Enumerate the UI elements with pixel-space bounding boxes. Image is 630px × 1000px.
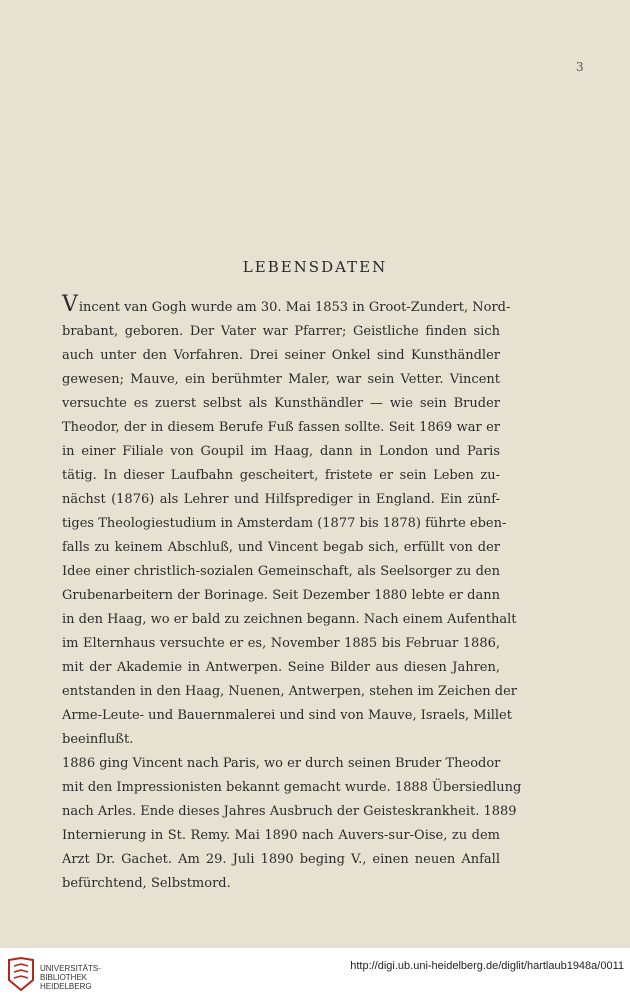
drop-cap: V (62, 292, 78, 317)
text-line: Arme-Leute- und Bauernmalerei und sind von Mauve, Israels, Millet (62, 708, 512, 723)
page-title: LEBENSDATEN (242, 258, 388, 276)
text-line: befürchtend, Selbstmord. (62, 876, 231, 891)
text-line: versuchte es zuerst selbst als Kunsthändler — wie sein Bruder (62, 396, 500, 411)
text-line: nach Arles. Ende dieses Jahres Ausbruch der Geisteskrankheit. 1889 (62, 804, 517, 819)
footer-bar (0, 948, 630, 1000)
text-line: nächst (1876) als Lehrer und Hilfsprediger in England. Ein zünf- (62, 492, 500, 507)
text-line: beeinflußt. (62, 732, 134, 747)
text-line: mit der Akademie in Antwerpen. Seine Bilder aus diesen Jahren, (62, 660, 500, 675)
source-url-link[interactable]: http://digi.ub.uni-heidelberg.de/diglit/hartlaub1948a/0011 (350, 960, 624, 972)
text-line: im Elternhaus versuchte er es, November 1885 bis Februar 1886, (62, 636, 500, 651)
text-line: Internierung in St. Remy. Mai 1890 nach Auvers-sur-Oise, zu dem (62, 828, 500, 843)
body-text (62, 292, 522, 896)
paragraph-2 (62, 752, 522, 896)
text-line: entstanden in den Haag, Nuenen, Antwerpen, stehen im Zeichen der (62, 684, 517, 699)
library-name-line: HEIDELBERG (40, 982, 92, 991)
page-number: 3 (576, 60, 584, 74)
text-line: brabant, geboren. Der Vater war Pfarrer; Geistliche finden sich (62, 324, 500, 339)
text-line: tiges Theologiestudium in Amsterdam (1877 bis 1878) führte eben- (62, 516, 507, 531)
text-line: falls zu keinem Abschluß, und Vincent begab sich, erfüllt von der (62, 540, 500, 555)
library-name-line: BIBLIOTHEK (40, 973, 88, 982)
text-line: in einer Filiale von Goupil im Haag, dann in London und Paris (62, 444, 500, 459)
text-line: in den Haag, wo er bald zu zeichnen begann. Nach einem Aufenthalt (62, 612, 517, 627)
paragraph-1 (62, 292, 517, 752)
text-line: Idee einer christlich-sozialen Gemeinschaft, als Seelsorger zu den (62, 564, 500, 579)
text-line: Theodor, der in diesem Berufe Fuß fassen sollte. Seit 1869 war er (62, 420, 500, 435)
text-line: gewesen; Mauve, ein berühmter Maler, war sein Vetter. Vincent (62, 372, 500, 387)
text-line (62, 292, 511, 320)
library-name (40, 964, 101, 991)
text-line: 1886 ging Vincent nach Paris, wo er durch seinen Bruder Theodor (62, 756, 501, 771)
text-line: mit den Impressionisten bekannt gemacht wurde. 1888 Übersiedlung (62, 780, 522, 795)
line-text: incent van Gogh wurde am 30. Mai 1853 in Groot-Zundert, Nord- (78, 300, 511, 315)
text-line: Arzt Dr. Gachet. Am 29. Juli 1890 beging V., einen neuen Anfall (62, 852, 500, 867)
library-name-line: UNIVERSITÄTS- (40, 964, 101, 973)
text-line: tätig. In dieser Laufbahn gescheitert, fristete er sein Leben zu- (62, 468, 500, 483)
text-line: auch unter den Vorfahren. Drei seiner Onkel sind Kunsthändler (62, 348, 500, 363)
library-logo-icon (6, 956, 36, 994)
text-line: Grubenarbeitern der Borinage. Seit Dezember 1880 lebte er dann (62, 588, 500, 603)
